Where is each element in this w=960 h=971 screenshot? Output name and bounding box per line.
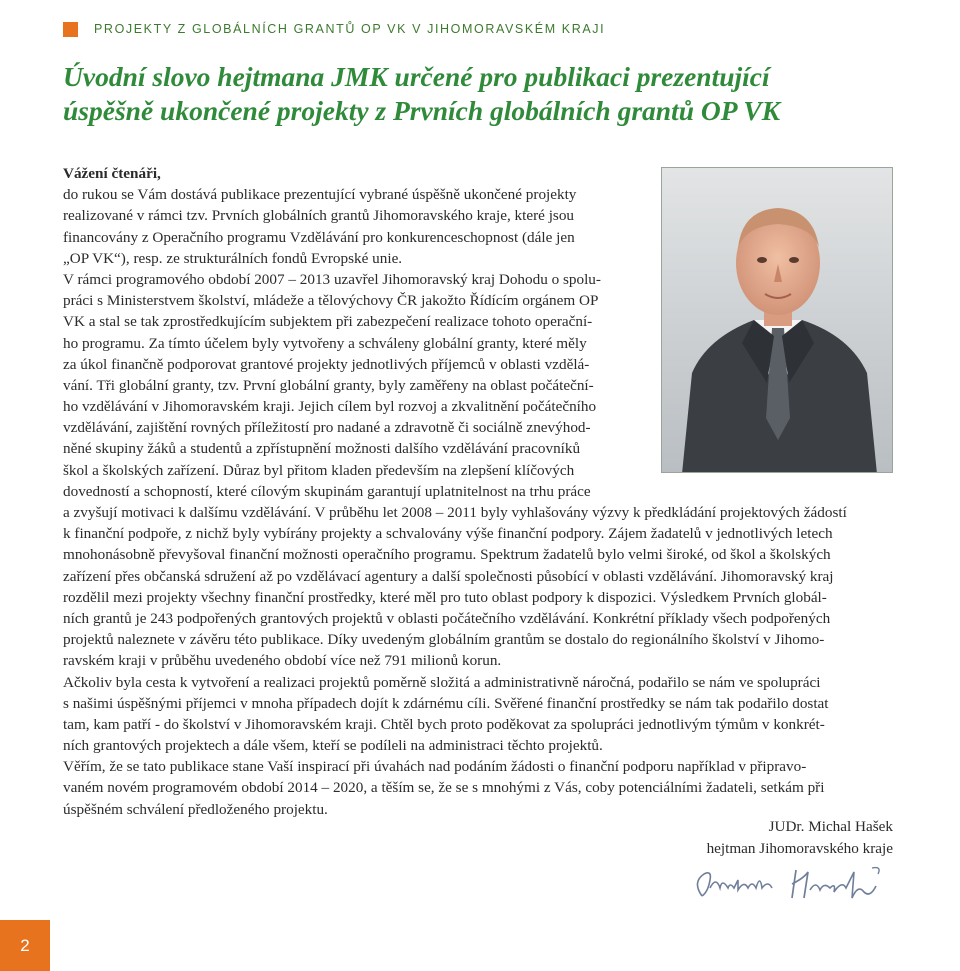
letter-line: ho programu. Za tímto účelem byly vytvořeny a schváleny globální granty, které měly — [63, 334, 587, 352]
letter-line: Ačkoliv byla cesta k vytvoření a realizaci projektů poměrně složitá a administrativně náročná, podařilo se nám ve spolupráci — [63, 673, 821, 691]
header-text: PROJEKTY Z GLOBÁLNÍCH GRANTŮ OP VK V JIHOMORAVSKÉM KRAJI — [94, 22, 606, 36]
letter-line: „OP VK“), resp. ze strukturálních fondů Evropské unie. — [63, 249, 403, 267]
header-square-icon — [63, 22, 78, 37]
page-number-badge — [0, 920, 50, 971]
letter-line: práci s Ministerstvem školství, mládeže a tělovýchovy ČR jakožto Řídícím orgánem OP — [63, 292, 599, 310]
letter-line: VK a stal se tak zprostředkujícím subjektem při zabezpečení realizace tohoto operační- — [63, 313, 593, 331]
letter-line: ho vzdělávání v Jihomoravském kraji. Jejich cílem byl rozvoj a zkvalitnění počátečního — [63, 398, 597, 416]
letter-greeting: Vážení čtenáři, — [63, 165, 161, 182]
letter-line: financovány z Operačního programu Vzdělávání pro konkurenceschopnost (dále jen — [63, 228, 575, 246]
letter-line: ravském kraji v průběhu uvedeného období více než 791 milionů korun. — [63, 652, 502, 670]
letter-line: ních grantů je 243 podpořených grantových projektů v oblasti počátečního vzdělávání. Konkrétní příklady všech podpořených — [63, 609, 831, 627]
letter-line: V rámci programového období 2007 – 2013 uzavřel Jihomoravský kraj Dohodu o spolu- — [63, 270, 601, 288]
signoff — [707, 816, 893, 860]
letter-line: vzdělávání, zajištění rovných příležitostí pro nadané a zdravotně či sociálně znevýhod- — [63, 419, 591, 437]
letter-line: za úkol finančně podporovat grantové projekty jednotlivých příjemců v oblasti vzdělá- — [63, 355, 590, 373]
page-title-line-1: Úvodní slovo hejtmana JMK určené pro publikaci prezentující — [63, 61, 770, 92]
letter-line: dovedností a schopností, které cílovým skupinám garantují uplatnitelnost na trhu práce — [63, 482, 591, 500]
page-title-line-2: úspěšně ukončené projekty z Prvních globálních grantů OP VK — [63, 95, 781, 126]
letter-line: ních grantových projektech a dále všem, kteří se podíleli na administraci těchto projektů. — [63, 737, 603, 755]
letter-line: projektů naleznete v závěru této publikace. Díky uvedeným globálním grantům se dostalo do regionálního školství v Jihomo- — [63, 631, 825, 649]
letter-line: vaném novém programovém období 2014 – 2020, a těším se, že se s mnohými z Vás, coby potenciálními žadateli, setkám při — [63, 779, 825, 797]
letter-line: vání. Tři globální granty, tzv. První globální granty, byly zaměřeny na oblast počáteční- — [63, 376, 594, 394]
signature-image — [686, 858, 896, 908]
signoff-name: JUDr. Michal Hašek — [768, 818, 893, 835]
letter-line: něné skupiny žáků a studentů a zpřístupnění možnosti dalšího vzdělávání pracovníků — [63, 440, 581, 458]
letter-line: mnohonásobně převyšoval finanční možnosti operačního programu. Spektrum žadatelů bylo velmi široké, od škol a školských — [63, 546, 831, 564]
letter-line: Věřím, že se tato publikace stane Vaší inspirací při úvahách nad podáním žádosti o finanční podporu například v připravo- — [63, 758, 807, 776]
letter-line: do rukou se Vám dostává publikace prezentující vybrané úspěšně ukončené projekty — [63, 186, 577, 204]
letter-line: k finanční podpoře, z nichž byly vybírány projekty a schvalovány výše finanční podpory. Zájem žadatelů v jednotlivých letech — [63, 525, 833, 543]
letter-line: rozdělil mezi projekty všechny finanční prostředky, které měl pro tuto oblast podpory k dispozici. Výsledkem Prvních globál- — [63, 588, 827, 606]
letter-line: s našimi úspěšnými příjemci v mnoha případech dojít k zdárnému cíli. Svěřené finanční prostředky se nám tak podařilo dostat — [63, 694, 829, 712]
letter-line: realizované v rámci tzv. Prvních globálních grantů Jihomoravského kraje, které jsou — [63, 207, 575, 225]
letter-line: zařízení přes občanská sdružení až po vzdělávací agentury a další společnosti působící v oblasti vzdělávání. Jihomoravský kraj — [63, 567, 834, 585]
letter-line: a zvyšují motivaci k dalšímu vzdělávání. V průběhu let 2008 – 2011 byly vyhlašovány výzvy k předkládání projektových žádostí — [63, 504, 847, 521]
page-title — [63, 60, 893, 128]
letter-line: tam, kam patří - do školství v Jihomoravském kraji. Chtěl bych proto poděkovat za spolupráci jednotlivým týmům v konkrét- — [63, 715, 825, 733]
header-bar — [63, 20, 605, 38]
signoff-role: hejtman Jihomoravského kraje — [706, 840, 893, 857]
letter-body — [63, 163, 893, 820]
letter-line: škol a školských zařízení. Důraz byl přitom kladen především na zlepšení klíčových — [63, 461, 575, 479]
letter-line: úspěšném schválení předloženého projektu. — [63, 800, 328, 818]
page-number: 2 — [20, 935, 30, 955]
